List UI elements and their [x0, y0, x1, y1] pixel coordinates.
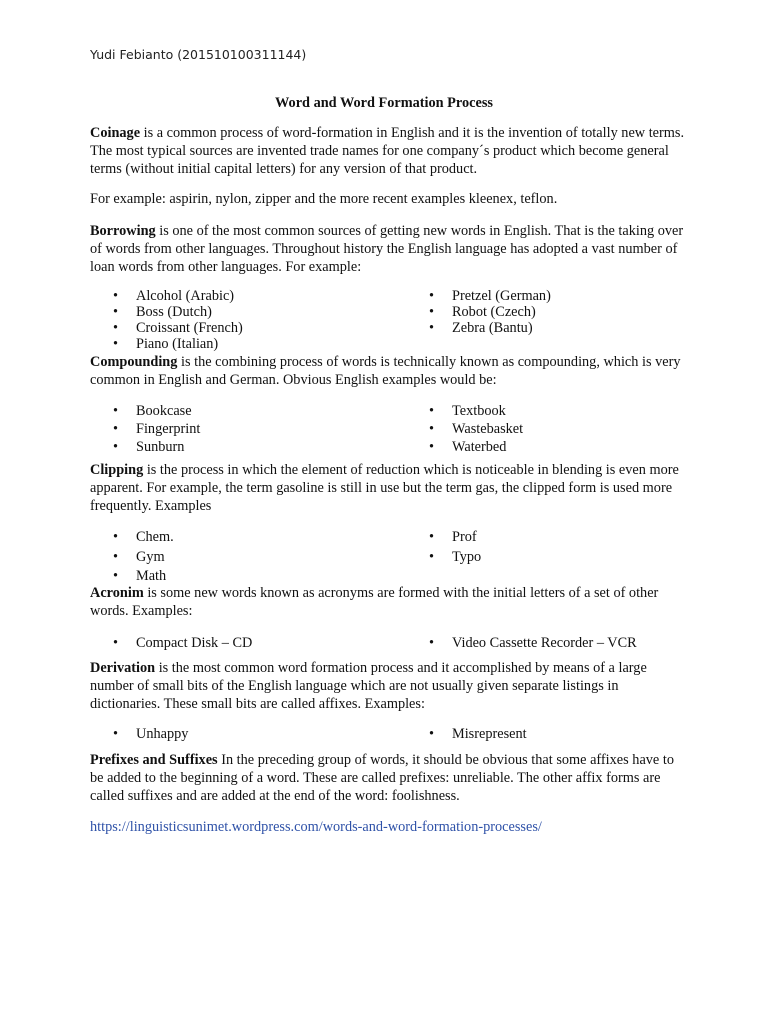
- coinage-example: For example: aspirin, nylon, zipper and the more recent examples kleenex, teflon.: [90, 191, 558, 207]
- list-item: • Typo: [429, 549, 482, 565]
- list-item: • Video Cassette Recorder – VCR: [429, 635, 637, 651]
- document-title: Word and Word Formation Process: [275, 95, 493, 111]
- list-item: • Gym: [113, 549, 165, 565]
- acronim-text: is some new words known as acronyms are formed with the initial letters of a set of other words. Examples:: [90, 585, 659, 619]
- derivation-text: is the most common word formation process and it accomplished by means of a large number of small bits of the English language which are not usually given separate listings in dictionaries. These small bits are called affixes. Examples:: [90, 660, 647, 712]
- list-item: • Alcohol (Arabic): [113, 288, 235, 304]
- derivation-term: Derivation: [90, 660, 156, 676]
- clipping-term: Clipping: [90, 462, 144, 478]
- list-item: • Textbook: [429, 403, 506, 419]
- acronim-paragraph: [90, 584, 690, 620]
- compounding-term: Compounding: [90, 354, 178, 370]
- borrowing-term: Borrowing: [90, 223, 156, 239]
- list-item: • Robot (Czech): [429, 304, 536, 320]
- list-item: • Waterbed: [429, 439, 507, 455]
- list-item: • Unhappy: [113, 726, 189, 742]
- list-item: • Chem.: [113, 529, 174, 545]
- list-item: • Croissant (French): [113, 320, 243, 336]
- clipping-text: is the process in which the element of reduction which is noticeable in blending is even more apparent. For example, the term gasoline is still in use but the term gas, the clipped form is used more frequently. Examples: [90, 462, 679, 514]
- compounding-paragraph: [90, 353, 690, 389]
- list-item: • Sunburn: [113, 439, 185, 455]
- list-item: • Compact Disk – CD: [113, 635, 253, 651]
- borrowing-text: is one of the most common sources of getting new words in English. That is the taking over of words from other languages. Throughout history the English language has adopted a vast number of loan words from other languages. For example:: [90, 223, 684, 275]
- list-item: • Pretzel (German): [429, 288, 551, 304]
- source-link[interactable]: https://linguisticsunimet.wordpress.com/words-and-word-formation-processes/: [90, 819, 542, 835]
- derivation-paragraph: [90, 659, 690, 713]
- list-item: • Fingerprint: [113, 421, 201, 437]
- prefixes-text: In the preceding group of words, it should be obvious that some affixes have to be added to the beginning of a word. These are called prefixes: unreliable. The other affix forms are called suffixes and are added at the end of the word: foolishness.: [90, 752, 674, 804]
- coinage-paragraph: [90, 124, 690, 178]
- list-item: • Boss (Dutch): [113, 304, 212, 320]
- author-line: Yudi Febianto (201510100311144): [90, 47, 307, 62]
- compounding-text: is the combining process of words is technically known as compounding, which is very common in English and German. Obvious English examples would be:: [90, 354, 681, 388]
- clipping-paragraph: [90, 461, 690, 515]
- list-item: • Prof: [429, 529, 477, 545]
- coinage-text: is a common process of word-formation in English and it is the invention of totally new terms. The most typical sources are invented trade names for one company´s product which become general terms (without initial capital letters) for any version of that product.: [90, 125, 685, 177]
- list-item: • Misrepresent: [429, 726, 527, 742]
- list-item: • Wastebasket: [429, 421, 524, 437]
- coinage-term: Coinage: [90, 125, 141, 141]
- list-item: • Math: [113, 568, 167, 584]
- list-item: • Zebra (Bantu): [429, 320, 533, 336]
- prefixes-term: Prefixes and Suffixes: [90, 752, 218, 768]
- list-item: • Piano (Italian): [113, 336, 219, 352]
- acronim-term: Acronim: [90, 585, 144, 601]
- prefixes-paragraph: [90, 751, 690, 805]
- list-item: • Bookcase: [113, 403, 192, 419]
- borrowing-paragraph: [90, 222, 690, 276]
